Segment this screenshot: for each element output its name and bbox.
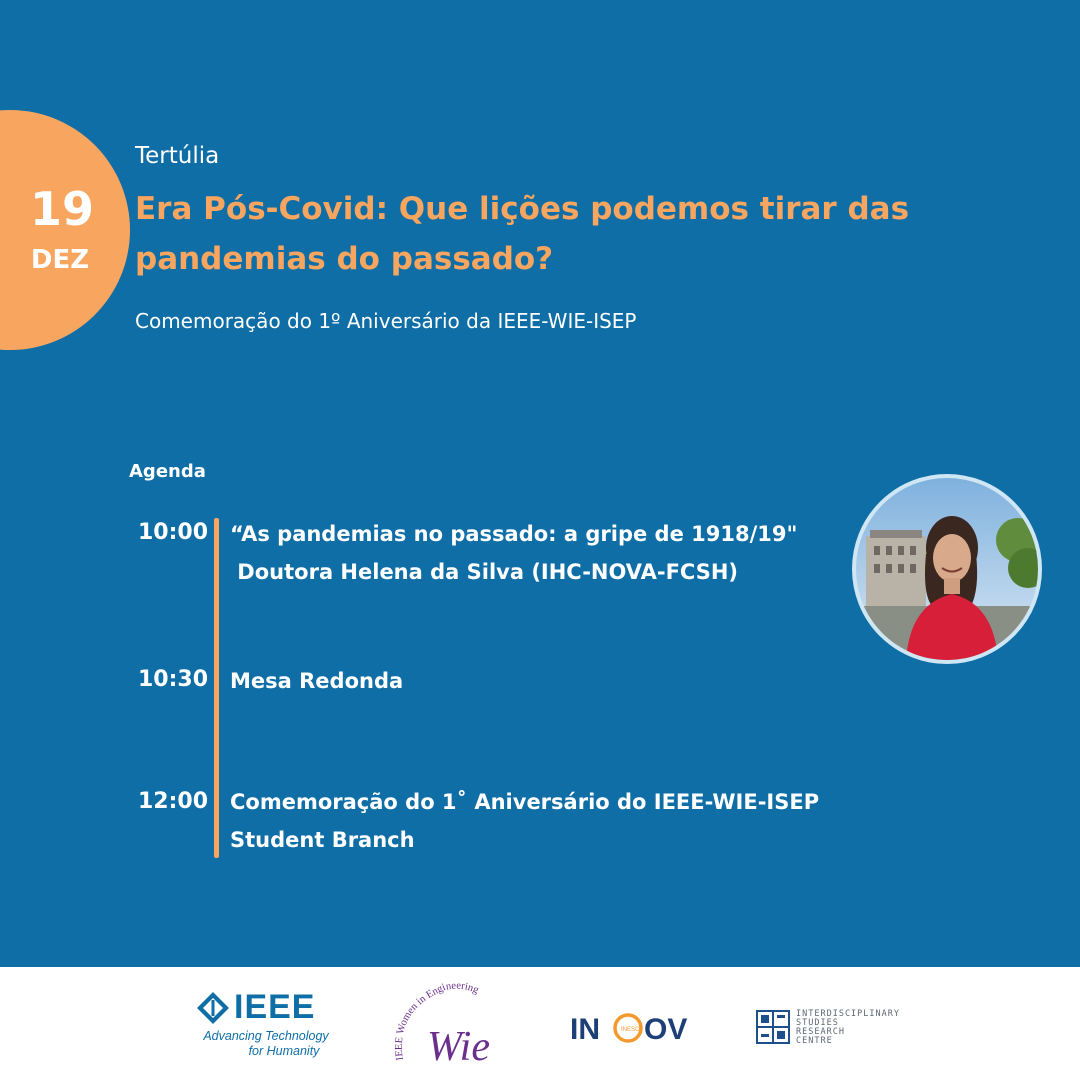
speaker-photo (852, 474, 1042, 664)
agenda-item-2-title: Mesa Redonda (230, 669, 404, 693)
agenda-item-1-title: “As pandemias no passado: a gripe de 1918/19" (230, 522, 798, 546)
agenda-timeline-bar (214, 518, 219, 858)
agenda-time-2: 10:30 (137, 667, 208, 692)
ieee-tagline-2: for Humanity (248, 1044, 320, 1058)
event-kicker: Tertúlia (135, 143, 220, 169)
agenda-item-3 (230, 783, 870, 859)
isrc-logo (756, 1008, 926, 1048)
event-title-line-1: Era Pós-Covid: Que lições podemos tirar das (135, 191, 910, 227)
wie-mark-text: Wie (427, 1024, 490, 1070)
agenda-time-3: 12:00 (137, 789, 208, 814)
agenda-time-1: 10:00 (137, 520, 208, 545)
agenda-heading: Agenda (129, 461, 206, 482)
isrc-emblem-icon (756, 1010, 790, 1044)
speaker-portrait-illustration (856, 478, 1038, 660)
ieee-tagline-1: Advancing Technology (203, 1029, 329, 1043)
ieee-logo (196, 988, 336, 1060)
wie-logo-mark (385, 980, 505, 1070)
inov-right: OV (644, 1013, 688, 1046)
inov-logo (570, 1005, 690, 1051)
agenda-item-1 (230, 515, 870, 591)
event-subtitle: Comemoração do 1º Aniversário da IEEE-WIE-ISEP (135, 309, 637, 333)
agenda-item-1-speaker: Doutora Helena da Silva (IHC-NOVA-FCSH) (230, 560, 739, 584)
ieee-wordmark: IEEE (234, 988, 316, 1026)
isrc-line-3: RESEARCH (796, 1027, 845, 1037)
inov-left: IN (570, 1013, 600, 1046)
isrc-line-4: CENTRE (796, 1036, 833, 1046)
agenda-item-3-subtitle: Student Branch (230, 828, 415, 852)
event-title (135, 184, 1015, 284)
isrc-line-2: STUDIES (796, 1018, 839, 1028)
wie-logo (385, 980, 505, 1070)
date-month: DEZ (30, 245, 90, 275)
ieee-diamond-icon (196, 991, 230, 1025)
date-day: 19 (30, 182, 95, 236)
inov-logo-mark (570, 1005, 690, 1051)
isrc-line-1: INTERDISCIPLINARY (796, 1009, 900, 1019)
agenda-item-3-title: Comemoração do 1˚ Aniversário do IEEE-WIE-ISEP (230, 790, 820, 814)
inov-small-text: INESC (621, 1027, 640, 1033)
wie-arc-text: IEEE Women in Engineering (393, 980, 481, 1062)
agenda-item-2 (230, 662, 870, 700)
event-title-line-2: pandemias do passado? (135, 241, 554, 277)
